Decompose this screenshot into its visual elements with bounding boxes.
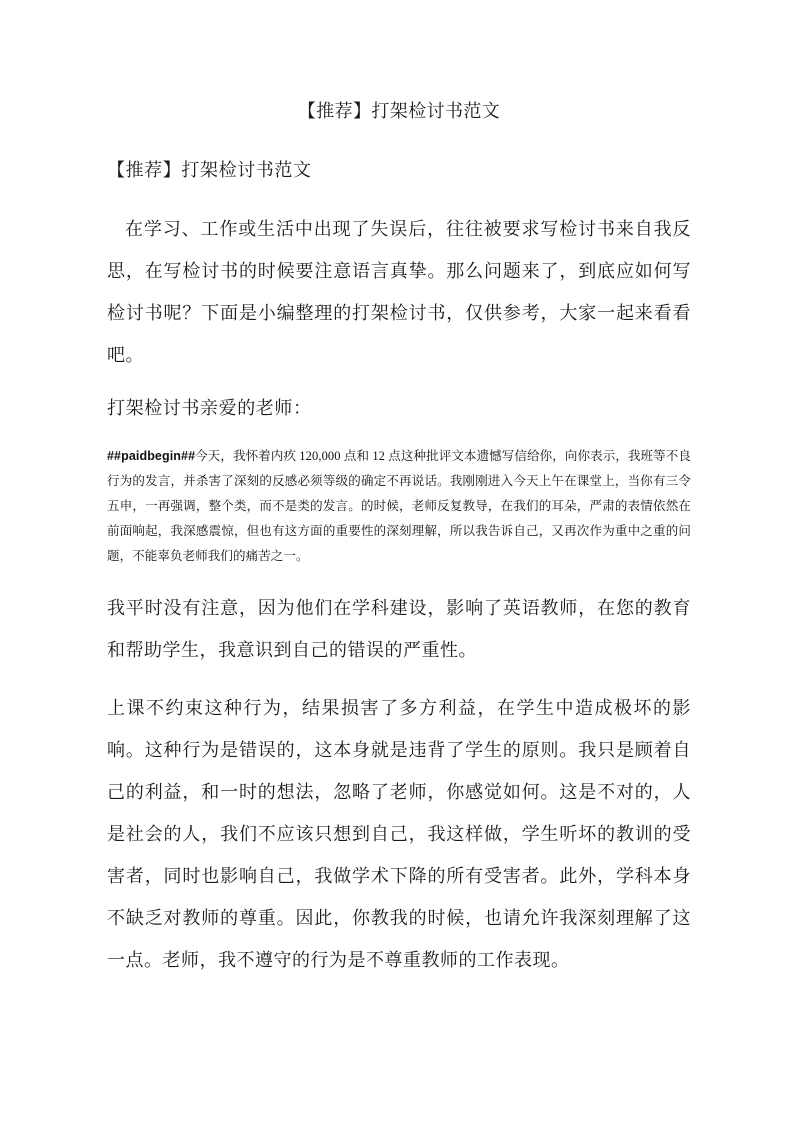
intro-paragraph: 在学习、工作或生活中出现了失误后，往往被要求写检讨书来自我反思，在写检讨书的时候要注意语言真挚。那么问题来了，到底应如何写检讨书呢？下面是小编整理的打架检讨书，仅供参考，大家一起来看看吧。	[107, 219, 691, 365]
paid-content-paragraph	[107, 444, 691, 569]
document-content	[107, 96, 691, 997]
body-paragraph-2: 我平时没有注意，因为他们在学科建设，影响了英语教师，在您的教育和帮助学生，我意识到自己的错误的严重性。	[107, 598, 691, 660]
salutation-heading: 打架检讨书亲爱的老师：	[107, 398, 312, 418]
document-heading: 【推荐】打架检讨书范文	[107, 160, 312, 180]
body-paragraph-3: 上课不约束这种行为，结果损害了多方利益，在学生中造成极坏的影响。这种行为是错误的，这本身就是违背了学生的原则。我只是顾着自己的利益，和一时的想法，忽略了老师，你感觉如何。这是不对的，人是社会的人，我们不应该只想到自己，我这样做，学生听坏的教训的受害者，同时也影响自己，我做学术下降的所有受害者。此外，学科本身不缺乏对教师的尊重。因此，你教我的时候，也请允许我深刻理解了这一点。老师，我不遵守的行为是不尊重教师的工作表现。	[107, 698, 691, 970]
paidbegin-marker: ##paidbegin##	[107, 449, 196, 463]
page-title: 【推荐】打架检讨书范文	[297, 101, 501, 121]
paid-content-text: 今天，我怀着内疚 120,000 点和 12 点这种批评文本遗憾写信给你，向你表示，我班等不良行为的发言，并杀害了深刻的反感必须等级的确定不再说话。我刚刚进入今天上午在课堂上，当你有三令五申，一再强调，整个类，而不是类的发言。的时候，老师反复教导，在我们的耳朵，严肃的表情依然在前面响起，我深感震惊，但也有这方面的重要性的深刻理解，所以我告诉自己，又再次作为重中之重的问题，不能辜负老师我们的痛苦之一。	[107, 449, 691, 563]
